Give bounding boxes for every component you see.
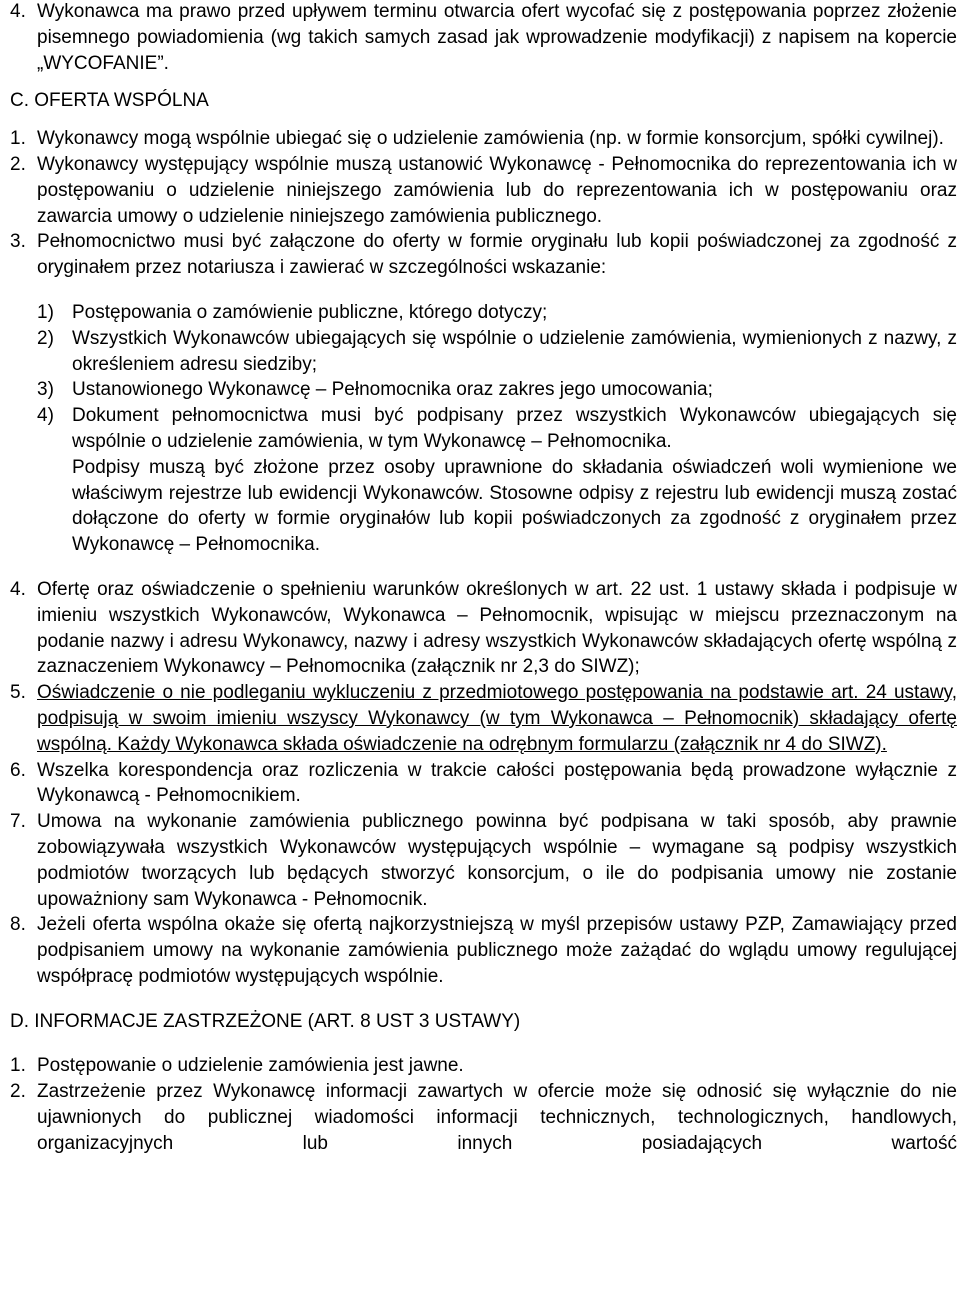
- item-text: Postępowanie o udzielenie zamówienia jest jawne.: [37, 1055, 464, 1077]
- item-text: Pełnomocnictwo musi być załączone do oferty w formie oryginału lub kopii poświadczonej za zgodność z oryginałem przez notariusza i zawierać w szczególności wskazanie:: [37, 231, 957, 279]
- section-c-heading: C. OFERTA WSPÓLNA: [10, 90, 209, 112]
- list-item-c6: [10, 758, 957, 810]
- item-text: Wszelka korespondencja oraz rozliczenia w trakcie całości postępowania będą prowadzone wyłącznie z Wykonawcą - Pełnomocnikiem.: [37, 759, 957, 807]
- item-text-underlined: Oświadczenie o nie podleganiu wykluczeniu z przedmiotowego postępowania na podstawie art. 24 ustawy, podpisują w swoim imieniu wszyscy Wykonawcy (w tym Wykonawca – Pełnomocnik) składający ofertę wspólną. Każdy Wykonawca składa oświadczenie na odrębnym formularzu (załącznik nr 4 do SIWZ).: [37, 682, 957, 755]
- subitem-number: 2): [37, 327, 54, 349]
- subitem-c3-2: [10, 326, 957, 378]
- item-number: 4.: [10, 578, 26, 600]
- list-item-c8: [10, 912, 957, 989]
- list-item-c2: [10, 152, 957, 229]
- subitem-number: 4): [37, 405, 54, 427]
- item-number: 2.: [10, 1081, 26, 1103]
- item-number: 1.: [10, 1055, 26, 1077]
- item-text: Ofertę oraz oświadczenie o spełnieniu warunków określonych w art. 22 ust. 1 ustawy składa i podpisuje w imieniu wszystkich Wykonawców, Wykonawca – Pełnomocnik, wpisując w miejscu przeznaczonym na podanie nazwy i adresu Wykonawcy, nazwy i adresy wszystkich Wykonawców składających ofertę wspólną z zaznaczeniem Wykonawcy – Pełnomocnika (załącznik nr 2,3 do SIWZ);: [37, 578, 957, 678]
- item-number: 2.: [10, 153, 26, 175]
- item-text: Umowa na wykonanie zamówienia publicznego powinna być podpisana w taki sposób, aby prawnie zobowiązywała wszystkich Wykonawców występujących wspólnie – wymagane są podpisy wszystkich podmiotów tworzących lub będących stworzyć konsorcjum, o ile do podpisania umowy nie zostanie upoważniony sam Wykonawca - Pełnomocnik.: [37, 811, 957, 910]
- subitem-continuation: Podpisy muszą być złożone przez osoby uprawnione do składania oświadczeń woli wymienione we właściwym rejestrze lub ewidencji Wykonawców. Stosowne odpisy z rejestru lub ewidencji muszą zostać dołączone do oferty w formie oryginałów lub kopii poświadczonych za zgodność z oryginałem przez Wykonawcę – Pełnomocnika.: [72, 456, 957, 556]
- item-number: 1.: [10, 128, 26, 150]
- list-item-c7: [10, 809, 957, 912]
- list-item-c4: [10, 577, 957, 680]
- item-number: 4.: [10, 1, 26, 22]
- subitem-number: 1): [37, 301, 54, 323]
- item-text: Wykonawca ma prawo przed upływem terminu otwarcia ofert wycofać się z postępowania poprzez złożenie pisemnego powiadomienia (wg takich samych zasad jak wprowadzenie modyfikacji) z napisem na kopercie „WYCOFANIE”.: [37, 1, 957, 74]
- item-number: 6.: [10, 759, 26, 781]
- list-item-d2: [10, 1079, 957, 1156]
- section-d-heading: D. INFORMACJE ZASTRZEŻONE (ART. 8 UST 3 USTAWY): [10, 1010, 521, 1032]
- subitem-text: Dokument pełnomocnictwa musi być podpisany przez wszystkich Wykonawców ubiegających się wspólnie o udzielenie zamówienia, w tym Wykonawcę – Pełnomocnika.: [72, 405, 957, 452]
- subitem-c3-3: [10, 377, 957, 403]
- subitem-c3-1: [10, 300, 957, 326]
- list-item-c3: [10, 229, 957, 281]
- subitem-c3-4: [10, 403, 957, 558]
- subitem-text: Postępowania o zamówienie publiczne, którego dotyczy;: [72, 301, 548, 323]
- list-item-b4: [10, 0, 957, 76]
- item-number: 8.: [10, 914, 26, 936]
- item-text: Wykonawcy mogą wspólnie ubiegać się o udzielenie zamówienia (np. w formie konsorcjum, spółki cywilnej).: [37, 128, 944, 150]
- subitem-text: Ustanowionego Wykonawcę – Pełnomocnika oraz zakres jego umocowania;: [72, 379, 713, 401]
- subitem-number: 3): [37, 379, 54, 401]
- item-text: Zastrzeżenie przez Wykonawcę informacji zawartych w ofercie może się odnosić się wyłącznie do nie ujawnionych do publicznej wiadomości informacji technicznych, technologicznych, handlowych, organizacyjnych lub innych posiadających wartość: [37, 1081, 957, 1154]
- item-number: 5.: [10, 682, 26, 704]
- list-item-d1: [10, 1053, 957, 1079]
- list-item-c1: [10, 126, 957, 152]
- item-number: 3.: [10, 231, 26, 253]
- list-item-c5: [10, 680, 957, 757]
- item-number: 7.: [10, 811, 26, 833]
- item-text: Wykonawcy występujący wspólnie muszą ustanowić Wykonawcę - Pełnomocnika do reprezentowania ich w postępowaniu o udzielenie niniejszego zamówienia lub do reprezentowania ich w postępowaniu oraz zawarcia umowy o udzielenie niniejszego zamówienia publicznego.: [37, 153, 957, 227]
- item-text: Jeżeli oferta wspólna okaże się ofertą najkorzystniejszą w myśl przepisów ustawy PZP, Zamawiający przed podpisaniem umowy na wykonanie zamówienia publicznego może zażądać do wglądu umowy regulującej współpracę podmiotów występujących wspólnie.: [37, 914, 957, 987]
- subitem-text: Wszystkich Wykonawców ubiegających się wspólnie o udzielenie zamówienia, wymienionych z nazwy, z określeniem adresu siedziby;: [72, 327, 957, 375]
